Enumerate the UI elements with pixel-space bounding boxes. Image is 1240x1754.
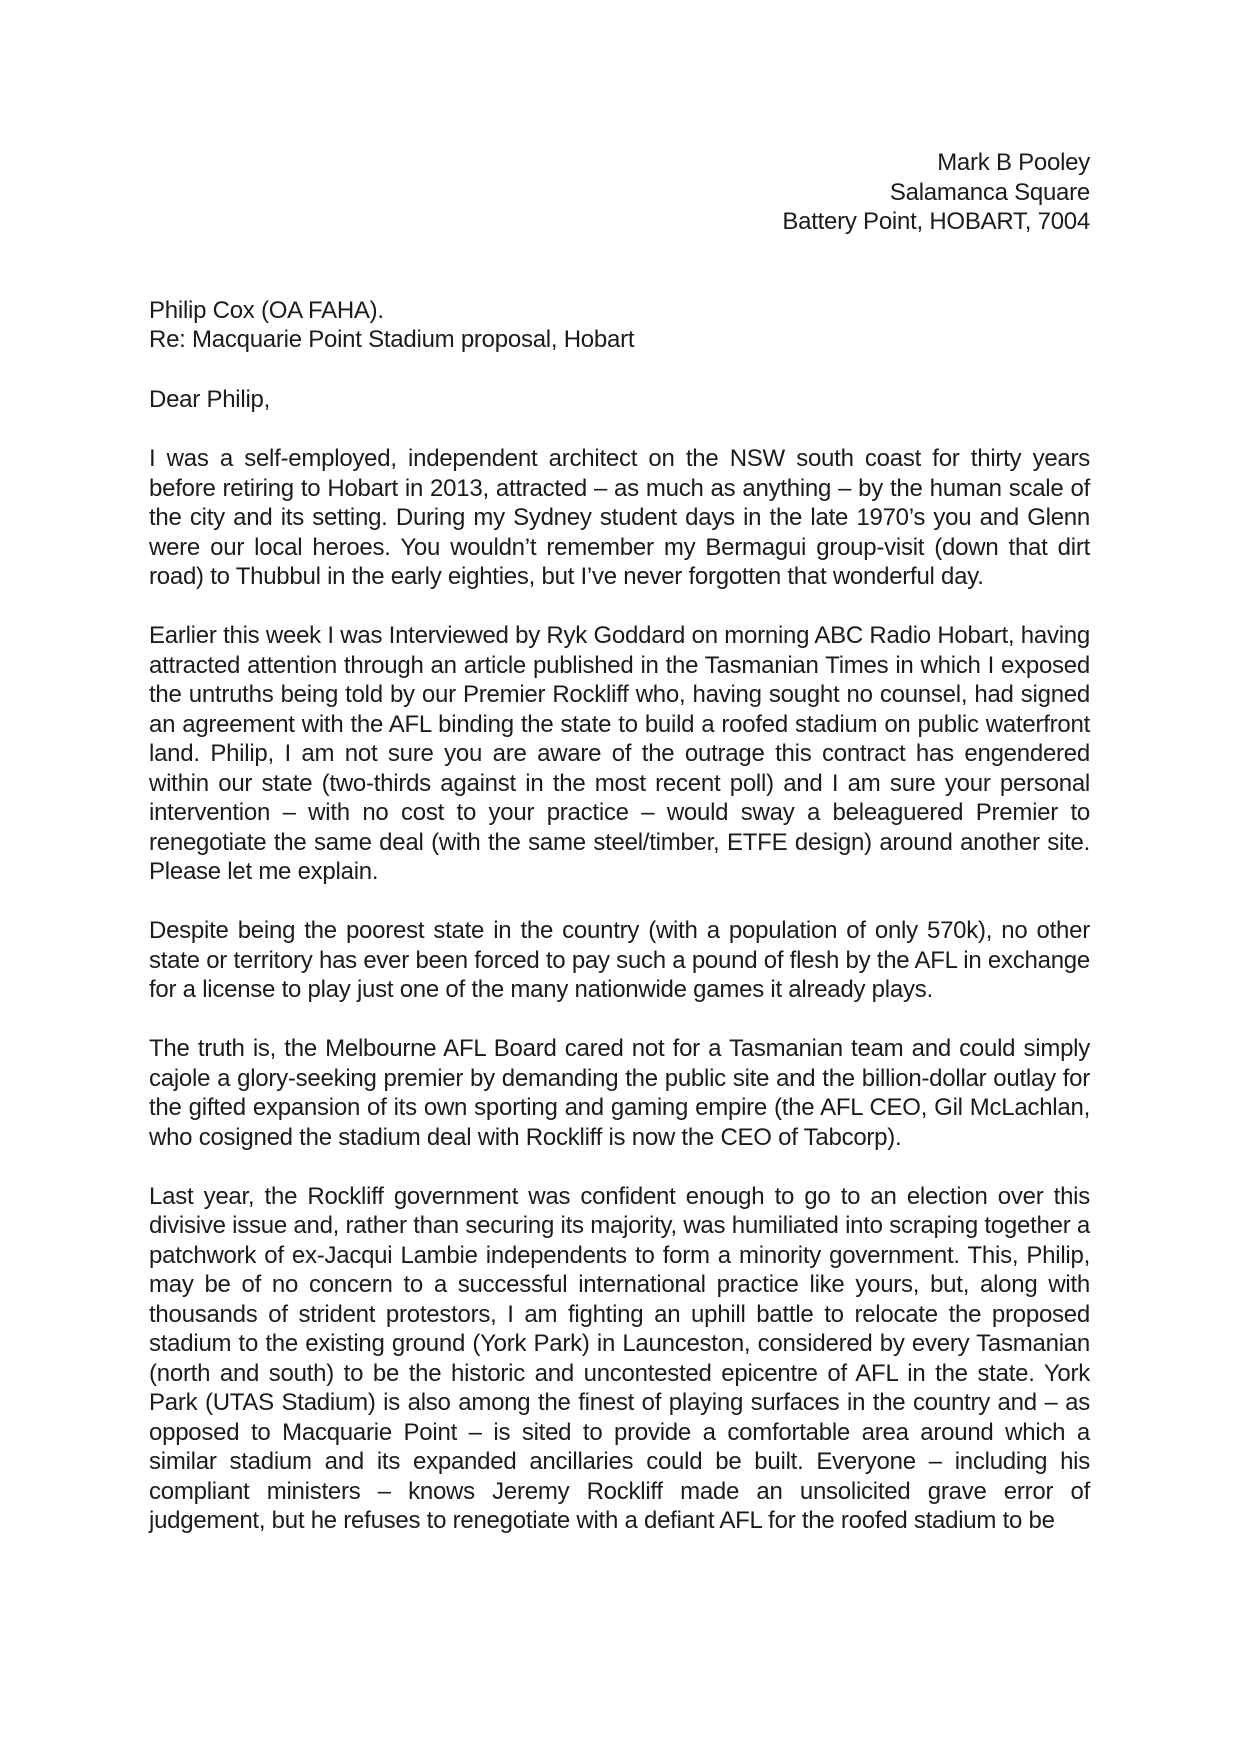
recipient-block [149,296,1090,355]
salutation: Dear Philip, [149,385,271,413]
letter-body [149,444,1090,1536]
recipient-line: Re: Macquarie Point Stadium proposal, Hobart [149,326,635,353]
letter-paragraph: Last year, the Rockliff government was confident enough to go to an election over this divisive issue and, rather than securing its majority, was humiliated into scraping together a patchwork of ex-Jacqui Lambie independents to form a minority government. This, Philip, may be of no concern to a successful international practice like yours, but, along with thousands of strident protestors, I am fighting an uphill battle to relocate the proposed stadium to the existing ground (York Park) in Launceston, considered by every Tasmanian (north and south) to be the historic and uncontested epicentre of AFL in the state. York Park (UTAS Stadium) is also among the finest of playing surfaces in the country and – as opposed to Macquarie Point – is sited to provide a comfortable area around which a similar stadium and its expanded ancillaries could be built. Everyone – including his compliant ministers – knows Jeremy Rockliff made an unsolicited grave error of judgement, but he refuses to renegotiate with a defiant AFL for the roofed stadium to be [149,1182,1090,1534]
letter-paragraph: Despite being the poorest state in the country (with a population of only 570k), no other state or territory has ever been forced to pay such a pound of flesh by the AFL in exchange for a license to play just one of the many nationwide games it already plays. [149,917,1090,1003]
letter-paragraph: Earlier this week I was Interviewed by Ryk Goddard on morning ABC Radio Hobart, having attracted attention through an article published in the Tasmanian Times in which I exposed the untruths being told by our Premier Rockliff who, having sought no counsel, had signed an agreement with the AFL binding the state to build a roofed stadium on public waterfront land. Philip, I am not sure you are aware of the outrage this contract has engendered within our state (two-thirds against in the most recent poll) and I am sure your personal intervention – with no cost to your practice – would sway a beleaguered Premier to renegotiate the same deal (with the same steel/timber, ETFE design) around another site. Please let me explain. [149,622,1090,885]
recipient-line: Philip Cox (OA FAHA). [149,296,384,324]
sender-address-block [149,148,1090,237]
letter-paragraph: I was a self-employed, independent architect on the NSW south coast for thirty years before retiring to Hobart in 2013, attracted – as much as anything – by the human scale of the city and its setting. During my Sydney student days in the late 1970’s you and Glenn were our local heroes. You wouldn’t remember my Bermagui group-visit (down that dirt road) to Thubbul in the early eighties, but I’ve never forgotten that wonderful day. [149,445,1090,590]
letter-paragraph: The truth is, the Melbourne AFL Board cared not for a Tasmanian team and could simply cajole a glory-seeking premier by demanding the public site and the billion-dollar outlay for the gifted expansion of its own sporting and gaming empire (the AFL CEO, Gil McLachlan, who cosigned the stadium deal with Rockliff is now the CEO of Tabcorp). [149,1035,1090,1151]
sender-address-line: Salamanca Square [889,178,1090,206]
sender-address-line: Battery Point, HOBART, 7004 [782,208,1090,235]
sender-address-line: Mark B Pooley [937,149,1090,176]
